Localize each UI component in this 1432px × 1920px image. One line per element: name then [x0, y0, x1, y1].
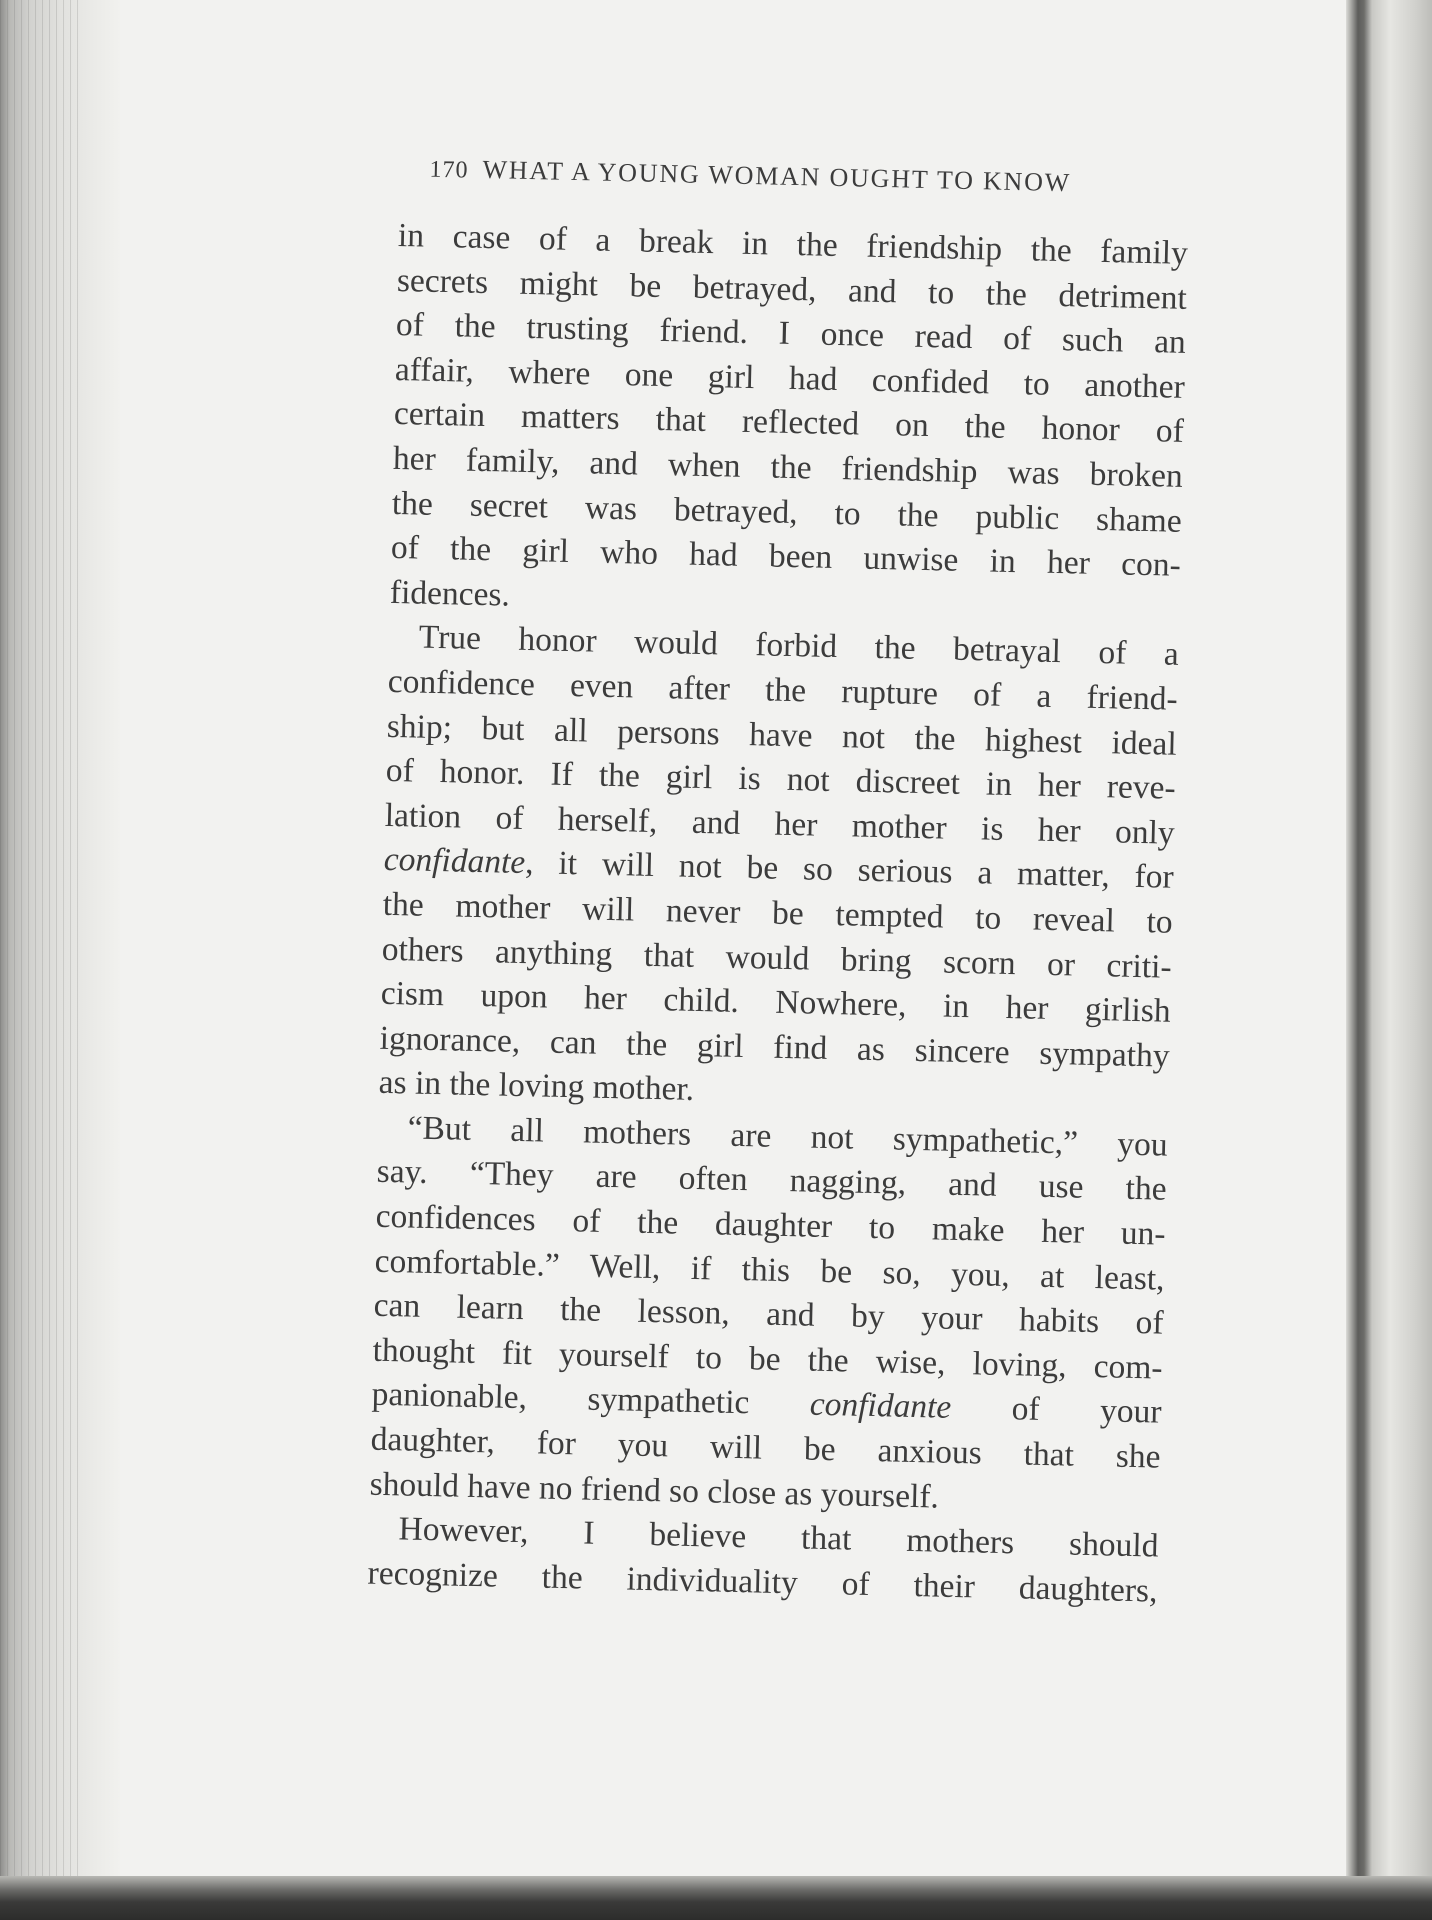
- line-text: of the trusting friend. I once read of such an: [395, 306, 1187, 362]
- running-head: [429, 149, 1190, 206]
- line-text: panionable, sympathetic: [371, 1376, 811, 1424]
- line-text: her family, and when the friendship was broken: [392, 439, 1184, 495]
- line-text: fidences.: [389, 573, 511, 614]
- line-text: in case of a break in the friendship the family: [397, 216, 1189, 272]
- line-text: say. “They are often nagging, and use the: [376, 1153, 1167, 1209]
- fore-edge-texture: [0, 0, 80, 1920]
- line-text: ignorance, can the girl find as sincere sympathy: [379, 1019, 1171, 1075]
- book-gutter: [0, 0, 120, 1920]
- line-text: ship; but all persons have not the highest ideal: [386, 707, 1178, 763]
- line-text: of honor. If the girl is not discreet in her reve-: [385, 751, 1177, 807]
- line-text: daughter, for you will be anxious that she: [370, 1420, 1161, 1476]
- line-text: of the girl who had been unwise in her con-: [390, 529, 1182, 584]
- line-text: lation of herself, and her mother is her only: [384, 796, 1176, 852]
- italic-text: confidante: [383, 841, 526, 882]
- book-bottom-edge: [0, 1876, 1432, 1920]
- line-text: certain matters that reflected on the honor of: [393, 395, 1185, 451]
- line-text: confidence even after the rupture of a friend-: [387, 662, 1179, 718]
- line-text: recognize the individuality of their daughters,: [367, 1554, 1158, 1610]
- line-text: can learn the lesson, and by your habits of: [373, 1286, 1164, 1342]
- line-text: comfortable.” Well, if this be so, you, at least,: [374, 1242, 1165, 1298]
- line-text: the mother will never be tempted to reveal to: [382, 885, 1174, 941]
- line-text: thought fit yourself to be the wise, loving, com-: [372, 1331, 1163, 1387]
- line-text: of your: [950, 1389, 1162, 1432]
- line-text: others anything that would bring scorn or criti-: [381, 930, 1173, 986]
- line-text: “But all mothers are not sympathetic,” you: [407, 1109, 1168, 1164]
- running-head-title: WHAT A YOUNG WOMAN OUGHT TO KNOW: [482, 154, 1072, 198]
- italic-text: confidante: [809, 1386, 952, 1427]
- line-text: affair, where one girl had confided to another: [394, 350, 1186, 406]
- line-text: confidences of the daughter to make her un-: [375, 1197, 1166, 1253]
- body-text: [367, 214, 1188, 1614]
- book-right-edge: [1346, 0, 1432, 1920]
- line-text: should have no friend so close as yourself.: [369, 1465, 940, 1516]
- line-text: , it will not be so serious a matter, for: [524, 844, 1175, 897]
- book-page: [367, 148, 1190, 1614]
- line-text: However, I believe that mothers should: [398, 1510, 1159, 1565]
- page-number: 170: [429, 156, 469, 184]
- line-text: as in the loving mother.: [378, 1064, 695, 1109]
- line-text: secrets might be betrayed, and to the detriment: [396, 261, 1188, 317]
- line-text: the secret was betrayed, to the public shame: [391, 484, 1183, 540]
- line-text: cism upon her child. Nowhere, in her girlish: [380, 974, 1172, 1030]
- line-text: True honor would forbid the betrayal of a: [418, 618, 1180, 674]
